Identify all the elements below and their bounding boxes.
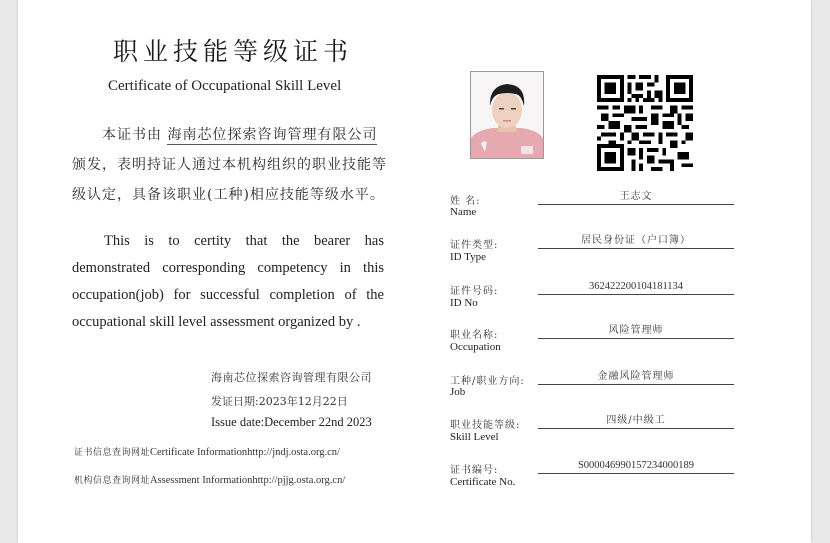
field-label-en: ID No <box>450 297 478 309</box>
intro-paragraph-cn <box>72 120 390 210</box>
certificate-title-en: Certificate of Occupational Skill Level <box>108 78 342 94</box>
field-value: 王志文 <box>538 190 734 205</box>
certificate-title-cn: 职业技能等级证书 <box>113 37 354 66</box>
qr-code-icon[interactable] <box>597 75 693 171</box>
field-label-cn: 职业技能等级: <box>450 420 521 431</box>
field-label-en: Certificate No. <box>450 476 516 488</box>
field-label-en: Occupation <box>450 341 501 353</box>
intro-rest: 颁发，表明持证人通过本机构组织的职业技能等级认定，具备该职业(工种)相应技能等级水平。 <box>72 157 387 203</box>
issuer-name: 海南芯位探索咨询管理有限公司 <box>211 371 372 384</box>
field-value: 居民身份证（户口簿） <box>538 234 734 249</box>
field-label-cn: 工种/职业方向: <box>450 376 525 387</box>
assessment-query-line <box>74 473 345 486</box>
field-label-en: Job <box>450 386 466 398</box>
field-value: S000046990157234000189 <box>538 459 734 474</box>
field-label-en: Skill Level <box>450 431 499 443</box>
field-value: 362422200104181134 <box>538 280 734 295</box>
issuer-underlined-2: 限公司 <box>332 127 378 143</box>
cert-query-label-en: Certificate Information <box>150 447 248 458</box>
field-label-cn: 证书编号: <box>450 465 499 476</box>
field-label-en: Name <box>450 206 477 218</box>
field-value: 风险管理师 <box>538 324 734 339</box>
field-label-cn: 姓 名: <box>450 196 481 207</box>
assessment-query-label-en: Assessment Information <box>150 475 253 486</box>
field-value: 金融风险管理师 <box>538 370 734 385</box>
assessment-query-url[interactable]: http://pjjg.osta.org.cn/ <box>252 475 346 486</box>
field-label-cn: 职业名称: <box>450 330 499 341</box>
intro-text-en: This is to certity that the bearer has demonstrated corresponding competency in this occupation(job) for successful completion of the occupational skill level assessment organized by . <box>72 233 384 330</box>
certificate-query-line <box>74 445 340 458</box>
certificate-page <box>18 0 811 543</box>
field-label-cn: 证件号码: <box>450 286 499 297</box>
field-label-cn: 证件类型: <box>450 240 499 251</box>
issue-date-cn: 发证日期:2023年12月22日 <box>211 395 348 408</box>
issue-date-en: Issue date:December 22nd 2023 <box>211 415 372 429</box>
portrait-photo-icon <box>470 71 544 159</box>
field-label-en: ID Type <box>450 251 486 263</box>
assessment-query-label-cn: 机构信息查询网址 <box>74 476 151 486</box>
intro-paragraph-en <box>72 228 384 336</box>
field-value: 四级/中级工 <box>538 414 734 429</box>
issuer-underlined-1: 海南芯位探索咨询管理有 <box>167 127 333 143</box>
intro-prefix: 本证书由 <box>102 127 162 143</box>
cert-query-url[interactable]: http://jndj.osta.org.cn/ <box>247 447 340 458</box>
cert-query-label-cn: 证书信息查询网址 <box>74 448 151 458</box>
